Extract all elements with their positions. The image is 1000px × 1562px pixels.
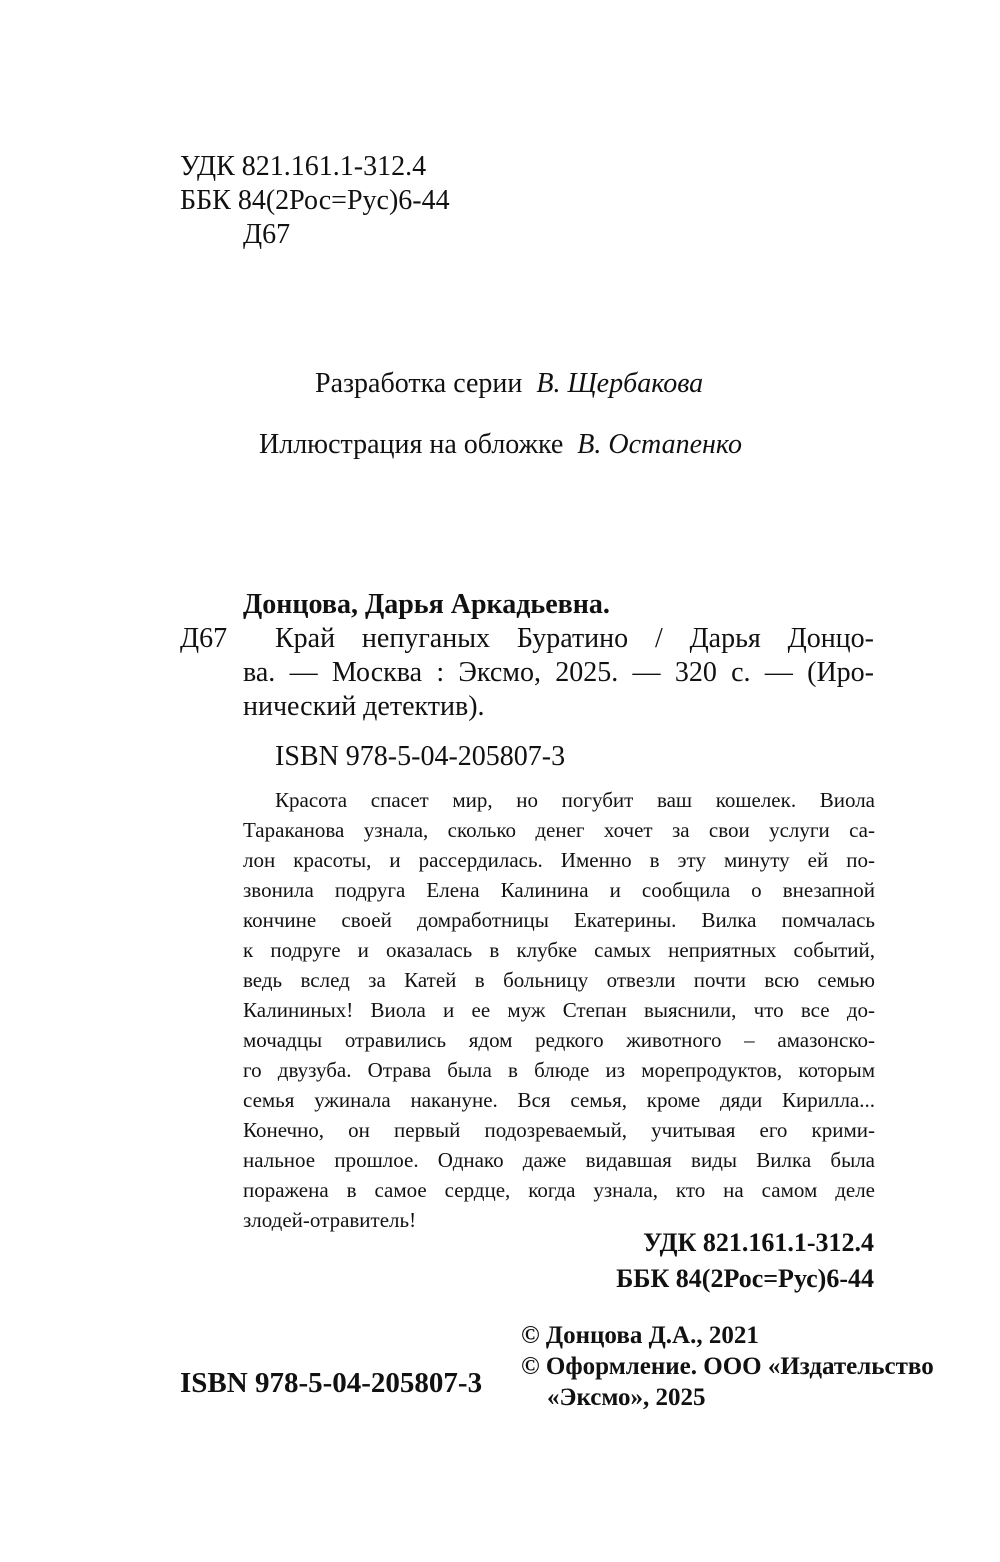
- author-heading: Донцова, Дарья Аркадьевна.: [243, 589, 610, 620]
- record-isbn: ISBN 978-5-04-205807-3: [275, 741, 566, 772]
- annotation-line: Красота спасет мир, но погубит ваш кошелек. Виола: [275, 788, 875, 812]
- series-credit: [315, 367, 703, 401]
- annotation-line: поражена в самое сердце, когда узнала, кто на самом деле: [243, 1178, 875, 1202]
- annotation-line: Конечно, он первый подозреваемый, учитывая его крими-: [243, 1118, 875, 1142]
- annotation-line: го двузуба. Отрава была в блюде из морепродуктов, которым: [243, 1058, 875, 1082]
- annotation-line: мочадцы отравились ядом редкого животного – амазонско-: [243, 1028, 875, 1052]
- record-line: нический детектив).: [243, 691, 485, 722]
- annotation-line: Тараканова узнала, сколько денег хочет за свои услуги са-: [243, 818, 875, 842]
- annotation-line: кончине своей домработницы Екатерины. Вилка помчалась: [243, 908, 875, 932]
- annotation-line: злодей-отравитель!: [243, 1208, 417, 1232]
- top-author-mark: Д67: [243, 219, 291, 250]
- footer-isbn: ISBN 978-5-04-205807-3: [180, 1367, 483, 1399]
- copyright-author: © Донцова Д.А., 2021: [521, 1322, 759, 1349]
- cover-label: Иллюстрация на обложке: [259, 429, 564, 460]
- annotation-line: семья ужинала накануне. Вся семья, кроме дяди Кирилла...: [243, 1088, 875, 1112]
- record-line: Край непуганых Буратино / Дарья Донцо-: [275, 623, 874, 654]
- top-bbk-code: ББК 84(2Рос=Рус)6-44: [180, 185, 450, 216]
- annotation-line: к подруге и оказалась в клубке самых неприятных событий,: [243, 938, 875, 962]
- bottom-udk-code: УДК 821.161.1-312.4: [643, 1228, 874, 1257]
- copyright-design-line: © Оформление. ООО «Издательство: [521, 1353, 934, 1380]
- bottom-bbk-code: ББК 84(2Рос=Рус)6-44: [616, 1264, 874, 1293]
- record-line: ва. — Москва : Эксмо, 2025. — 320 с. — (Иро-: [243, 657, 874, 688]
- annotation-line: нальное прошлое. Однако даже видавшая виды Вилка была: [243, 1148, 875, 1172]
- annotation-line: Калининых! Виола и ее муж Степан выяснили, что все до-: [243, 998, 875, 1022]
- cover-credit: [259, 428, 742, 462]
- record-author-mark: Д67: [180, 623, 228, 654]
- annotation-line: звонила подруга Елена Калинина и сообщила о внезапной: [243, 878, 875, 902]
- annotation-line: лон красоты, и рассердилась. Именно в эту минуту ей по-: [243, 848, 875, 872]
- series-name: В. Щербакова: [536, 368, 704, 399]
- cover-name: В. Остапенко: [577, 429, 742, 460]
- series-label: Разработка серии: [315, 368, 523, 399]
- annotation-line: ведь вслед за Катей в больницу отвезли почти всю семью: [243, 968, 875, 992]
- copyright-design-line: «Эксмо», 2025: [547, 1384, 706, 1411]
- top-udk-code: УДК 821.161.1-312.4: [180, 151, 427, 182]
